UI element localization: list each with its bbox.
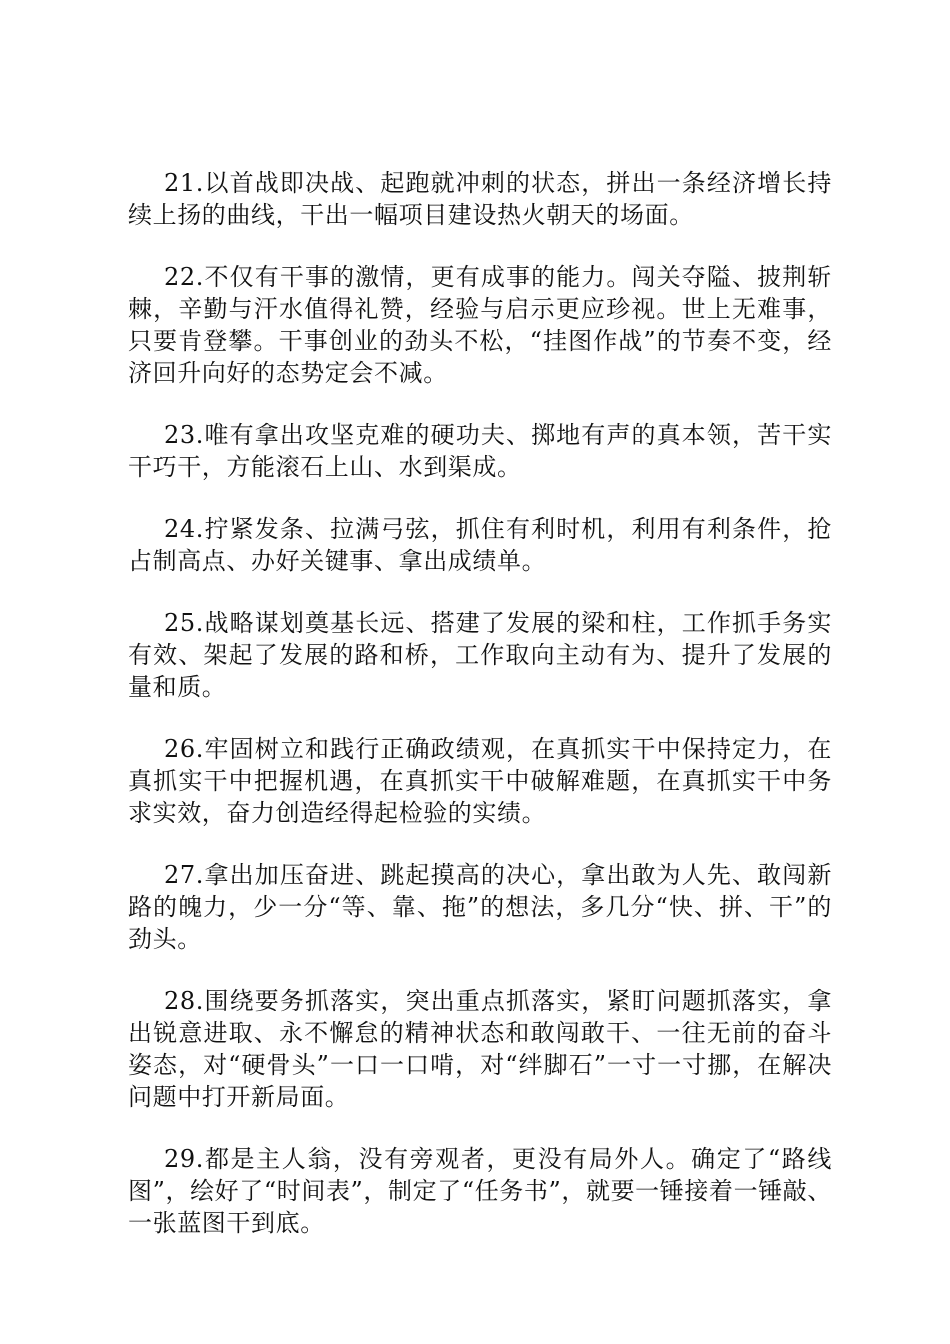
paragraph-29: 29.都是主人翁，没有旁观者，更没有局外人。确定了“路线图”，绘好了“时间表”，制定了“任务书”，就要一锤接着一锤敲、一张蓝图干到底。 [128, 1145, 832, 1237]
paragraph-26: 26.牢固树立和践行正确政绩观，在真抓实干中保持定力，在真抓实干中把握机遇，在真抓实干中破解难题，在真抓实干中务求实效，奋力创造经得起检验的实绩。 [128, 735, 832, 827]
paragraph-27: 27.拿出加压奋进、跳起摸高的决心，拿出敢为人先、敢闯新路的魄力，少一分“等、靠、拖”的想法，多几分“快、拼、干”的劲头。 [128, 861, 832, 953]
paragraph-24: 24.拧紧发条、拉满弓弦，抓住有利时机，利用有利条件，抢占制高点、办好关键事、拿出成绩单。 [128, 515, 832, 575]
paragraph-22: 22.不仅有干事的激情，更有成事的能力。闯关夺隘、披荆斩棘，辛勤与汗水值得礼赞，经验与启示更应珍视。世上无难事，只要肯登攀。干事创业的劲头不松，“挂图作战”的节奏不变，经济回升向好的态势定会不减。 [128, 263, 832, 387]
document-body [128, 167, 832, 1269]
paragraph-28: 28.围绕要务抓落实，突出重点抓落实，紧盯问题抓落实，拿出锐意进取、永不懈怠的精神状态和敢闯敢干、一往无前的奋斗姿态，对“硬骨头”一口一口啃，对“绊脚石”一寸一寸挪，在解决问题中打开新局面。 [128, 987, 832, 1111]
paragraph-25: 25.战略谋划奠基长远、搭建了发展的梁和柱，工作抓手务实有效、架起了发展的路和桥，工作取向主动有为、提升了发展的量和质。 [128, 609, 832, 701]
paragraph-21: 21.以首战即决战、起跑就冲刺的状态，拼出一条经济增长持续上扬的曲线，干出一幅项目建设热火朝天的场面。 [128, 169, 832, 229]
paragraph-23: 23.唯有拿出攻坚克难的硬功夫、掷地有声的真本领，苦干实干巧干，方能滚石上山、水到渠成。 [128, 421, 832, 481]
